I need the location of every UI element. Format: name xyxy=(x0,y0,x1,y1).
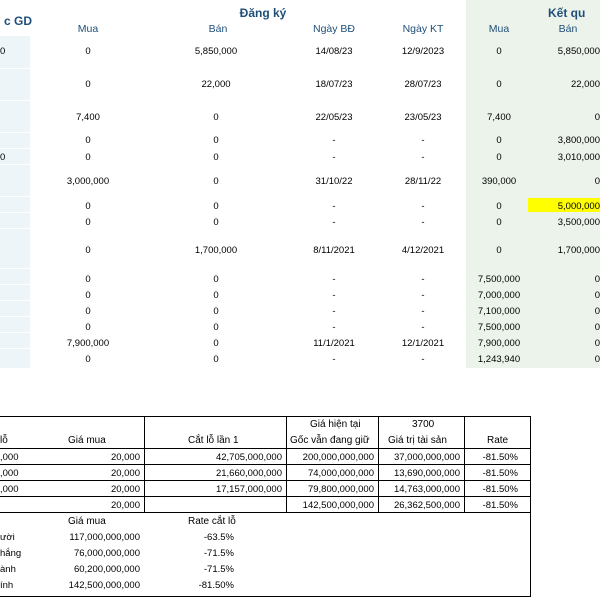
row-10-start-date: - xyxy=(332,290,336,301)
row-9-start-date: - xyxy=(332,274,336,285)
row-9-end-date: - xyxy=(421,274,425,285)
lower-header-asset-value: Giá trị tài sản xyxy=(388,435,447,446)
loss-row-1-cut-loss-1: 21,660,000,000 xyxy=(215,468,282,479)
row-0-sell: 5,850,000 xyxy=(194,46,238,57)
loss-row-1-principal-held: 74,000,000,000 xyxy=(307,468,374,479)
loss-row-1-loss: ,000 xyxy=(0,468,19,479)
row-12-buy: 0 xyxy=(85,322,91,333)
row-0-buy: 0 xyxy=(85,46,91,57)
summary-row-2-name: ành xyxy=(0,564,16,575)
loss-row-3-principal-held: 142,500,000,000 xyxy=(302,500,374,511)
row-2-result-buy: 7,400 xyxy=(487,112,511,123)
row-1-buy: 0 xyxy=(85,79,91,90)
summary-header-buy-price: Giá mua xyxy=(68,516,106,527)
row-14-result-sell: 0 xyxy=(594,354,600,365)
summary-row-2-rate: -71.5% xyxy=(203,564,234,575)
row-3-end-date: - xyxy=(421,135,425,146)
loss-row-2-asset-value: 14,763,000,000 xyxy=(393,484,460,495)
row-2-sell: 0 xyxy=(213,112,219,123)
row-7-result-buy: 0 xyxy=(496,217,502,228)
row-11-end-date: - xyxy=(421,306,425,317)
row-14-sell: 0 xyxy=(213,354,219,365)
loss-row-2-buy-price: 20,000 xyxy=(110,484,140,495)
row-10-buy: 0 xyxy=(85,290,91,301)
row-14-buy: 0 xyxy=(85,354,91,365)
row-10-result-sell: 0 xyxy=(594,290,600,301)
loss-row-0-principal-held: 200,000,000,000 xyxy=(302,452,374,463)
loss-row-1-buy-price: 20,000 xyxy=(110,468,140,479)
row-0-result-sell: 5,850,000 xyxy=(557,46,600,57)
row-12-result-buy: 7,500,000 xyxy=(477,322,521,333)
loss-row-0-asset-value: 37,000,000,000 xyxy=(393,452,460,463)
row-5-end-date: 28/11/22 xyxy=(404,176,442,187)
row-5-buy: 3,000,000 xyxy=(66,176,110,187)
row-6-buy: 0 xyxy=(85,201,91,212)
row-3-result-buy: 0 xyxy=(496,135,502,146)
row-4-start-date: - xyxy=(332,152,336,163)
row-11-start-date: - xyxy=(332,306,336,317)
row-12-end-date: - xyxy=(421,322,425,333)
col-header-end-date: Ngày KT xyxy=(402,23,444,35)
lower-header-buy-price: Giá mua xyxy=(68,435,106,446)
loss-row-2-loss: ,000 xyxy=(0,484,19,495)
col-header-result-buy: Mua xyxy=(488,23,510,35)
summary-row-3-buy-price: 142,500,000,000 xyxy=(68,580,140,591)
registered-group-header: Đăng ký xyxy=(239,6,287,20)
current-price-label: Giá hiện tại xyxy=(310,419,361,430)
summary-header-rate: Rate cắt lỗ xyxy=(188,516,236,527)
col-header-result-sell: Bán xyxy=(558,23,578,35)
row-7-end-date: - xyxy=(421,217,425,228)
row-12-start-date: - xyxy=(332,322,336,333)
lower-header-principal-held: Gốc vẫn đang giữ xyxy=(290,435,370,446)
row-9-sell: 0 xyxy=(213,274,219,285)
row-8-buy: 0 xyxy=(85,245,91,256)
loss-row-1-asset-value: 13,690,000,000 xyxy=(393,468,460,479)
row-12-result-sell: 0 xyxy=(594,322,600,333)
row-4-buy: 0 xyxy=(85,152,91,163)
row-5-result-sell: 0 xyxy=(594,176,600,187)
row-13-sell: 0 xyxy=(213,338,219,349)
loss-row-2-principal-held: 79,800,000,000 xyxy=(307,484,374,495)
row-3-start-date: - xyxy=(332,135,336,146)
row-13-result-sell: 0 xyxy=(594,338,600,349)
row-5-sell: 0 xyxy=(213,176,219,187)
row-3-buy: 0 xyxy=(85,135,91,146)
lower-header-rate: Rate xyxy=(487,435,509,446)
row-8-result-buy: 0 xyxy=(496,245,502,256)
loss-row-0-rate: -81.50% xyxy=(482,452,518,463)
row-8-start-date: 8/11/2021 xyxy=(313,245,355,256)
lower-header-loss: lỗ xyxy=(0,435,8,446)
row-9-result-sell: 0 xyxy=(594,274,600,285)
lower-header-cut-loss-1: Cắt lỗ lần 1 xyxy=(188,435,239,446)
row-9-buy: 0 xyxy=(85,274,91,285)
row-1-end-date: 28/07/23 xyxy=(404,79,442,90)
row-10-end-date: - xyxy=(421,290,425,301)
row-4-sell: 0 xyxy=(213,152,219,163)
row-7-buy: 0 xyxy=(85,217,91,228)
row-11-result-buy: 7,100,000 xyxy=(477,306,521,317)
row-3-result-sell: 3,800,000 xyxy=(557,135,600,146)
summary-row-3-rate: -81.50% xyxy=(198,580,234,591)
row-8-result-sell: 1,700,000 xyxy=(557,245,600,256)
row-2-result-sell: 0 xyxy=(594,112,600,123)
row-1-result-buy: 0 xyxy=(496,79,502,90)
row-7-result-sell: 3,500,000 xyxy=(557,217,600,228)
row-6-sell: 0 xyxy=(213,201,219,212)
row-13-end-date: 12/1/2021 xyxy=(401,338,445,349)
left-label: 0 xyxy=(0,46,6,57)
loss-row-0-buy-price: 20,000 xyxy=(110,452,140,463)
row-6-result-sell: 5,000,000 xyxy=(557,201,600,212)
row-8-sell: 1,700,000 xyxy=(194,245,238,256)
row-10-result-buy: 7,000,000 xyxy=(477,290,521,301)
loss-row-2-cut-loss-1: 17,157,000,000 xyxy=(215,484,282,495)
row-8-end-date: 4/12/2021 xyxy=(401,245,445,256)
loss-row-1-rate: -81.50% xyxy=(482,468,518,479)
row-10-sell: 0 xyxy=(213,290,219,301)
row-0-result-buy: 0 xyxy=(496,46,502,57)
row-6-end-date: - xyxy=(421,201,425,212)
row-13-start-date: 11/1/2021 xyxy=(313,338,355,349)
row-0-end-date: 12/9/2023 xyxy=(401,46,445,57)
summary-row-2-buy-price: 60,200,000,000 xyxy=(73,564,140,575)
summary-row-0-rate: -63.5% xyxy=(203,532,234,543)
result-group-header: Kết qu xyxy=(548,6,586,20)
loss-row-3-asset-value: 26,362,500,000 xyxy=(393,500,460,511)
row-2-end-date: 23/05/23 xyxy=(404,112,442,123)
row-0-start-date: 14/08/23 xyxy=(315,46,353,57)
row-4-end-date: - xyxy=(421,152,425,163)
row-6-result-buy: 0 xyxy=(496,201,502,212)
row-11-result-sell: 0 xyxy=(594,306,600,317)
row-5-start-date: 31/10/22 xyxy=(315,176,353,187)
row-2-start-date: 22/05/23 xyxy=(315,112,353,123)
row-5-result-buy: 390,000 xyxy=(481,176,517,187)
row-3-sell: 0 xyxy=(213,135,219,146)
left-label: 0 xyxy=(0,152,6,163)
row-11-sell: 0 xyxy=(213,306,219,317)
summary-row-3-name: ính xyxy=(0,580,14,591)
row-13-result-buy: 7,900,000 xyxy=(477,338,521,349)
loss-row-0-loss: ,000 xyxy=(0,452,19,463)
row-13-buy: 7,900,000 xyxy=(66,338,110,349)
summary-row-1-buy-price: 76,000,000,000 xyxy=(73,548,140,559)
summary-row-0-name: ười xyxy=(0,532,15,543)
loss-row-0-cut-loss-1: 42,705,000,000 xyxy=(215,452,282,463)
row-2-buy: 7,400 xyxy=(76,112,100,123)
row-4-result-sell: 3,010,000 xyxy=(557,152,600,163)
row-9-result-buy: 7,500,000 xyxy=(477,274,521,285)
row-7-sell: 0 xyxy=(213,217,219,228)
loss-row-3-buy-price: 20,000 xyxy=(110,500,140,511)
summary-row-1-name: hắng xyxy=(0,548,22,559)
left-column-band xyxy=(0,36,30,368)
row-7-start-date: - xyxy=(332,217,336,228)
row-1-result-sell: 22,000 xyxy=(570,79,600,90)
row-11-buy: 0 xyxy=(85,306,91,317)
current-price-value: 3700 xyxy=(412,419,435,430)
row-1-sell: 22,000 xyxy=(201,79,231,90)
row-12-sell: 0 xyxy=(213,322,219,333)
loss-row-2-rate: -81.50% xyxy=(482,484,518,495)
row-14-result-buy: 1,243,940 xyxy=(477,354,521,365)
summary-row-0-buy-price: 117,000,000,000 xyxy=(69,532,140,543)
row-14-end-date: - xyxy=(421,354,425,365)
row-14-start-date: - xyxy=(332,354,336,365)
summary-row-1-rate: -71.5% xyxy=(203,548,234,559)
left-column-header: c GD xyxy=(4,14,33,28)
col-header-start-date: Ngày BĐ xyxy=(312,23,355,35)
col-header-buy: Mua xyxy=(77,23,99,35)
col-header-sell: Bán xyxy=(208,23,228,35)
row-4-result-buy: 0 xyxy=(496,152,502,163)
row-6-start-date: - xyxy=(332,201,336,212)
row-1-start-date: 18/07/23 xyxy=(315,79,353,90)
loss-row-3-rate: -81.50% xyxy=(482,500,518,511)
